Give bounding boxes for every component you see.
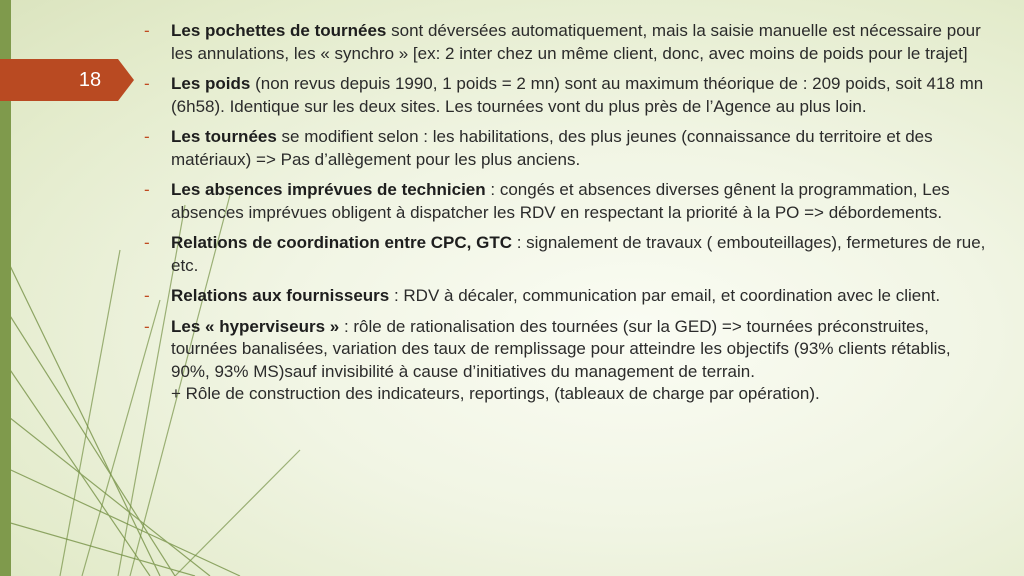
bullet-marker: - (144, 233, 150, 252)
bullet-extra-line: + Rôle de construction des indicateurs, reportings, (tableaux de charge par opération). (171, 384, 820, 403)
bullet-title: Les poids (171, 74, 251, 93)
bullet-title: Relations aux fournisseurs (171, 286, 390, 305)
bullet-marker: - (144, 316, 150, 336)
bullet-marker: - (144, 286, 150, 305)
bullet-item (144, 126, 992, 171)
bullet-item (144, 232, 992, 277)
bullet-text: (non revus depuis 1990, 1 poids = 2 mn) sont au maximum théorique de : 209 poids, soit 418 mn (6h58). Identique sur les deux sites. Les tournées vont du plus près de l’Agence au plus loin. (171, 74, 984, 116)
bullet-title: Les tournées (171, 127, 277, 146)
bullet-marker: - (144, 127, 150, 146)
bullet-item (144, 179, 992, 224)
bullet-text: : rôle de rationalisation des tournées (sur la GED) => tournées préconstruites, tournées banalisées, variation des taux de remplissage pour atteindre les objectifs (93% clients rétablis, 90%, 93% MS)sauf invisibilité à cause d’initiatives du management de terrain. (171, 316, 951, 381)
bullet-item (144, 20, 992, 65)
slide-number-tab (0, 59, 134, 101)
bullet-title: Relations de coordination entre CPC, GTC (171, 233, 512, 252)
bullet-text: : RDV à décaler, communication par email, et coordination avec le client. (389, 286, 941, 305)
bullet-list (144, 20, 992, 414)
bullet-title: Les « hyperviseurs » (171, 316, 340, 336)
bullet-text: sont déversées automatiquement, mais la saisie manuelle est nécessaire pour les annulations, les « synchro » [ex: 2 inter chez un même client, donc, avec moins de poids pour le trajet] (171, 21, 981, 63)
bullet-title: Les absences imprévues de technicien (171, 180, 486, 199)
bullet-marker: - (144, 74, 150, 93)
bullet-title: Les pochettes de tournées (171, 21, 387, 40)
bullet-item (144, 316, 992, 406)
slide-number: 18 (78, 69, 102, 91)
bullet-text: : signalement de travaux ( embouteillages), fermetures de rue, etc. (171, 233, 986, 275)
bullet-text: : congés et absences diverses gênent la programmation, Les absences imprévues obligent à dispatcher les RDV en respectant la priorité à la PO => débordements. (171, 180, 950, 222)
bullet-item (144, 285, 992, 308)
bullet-text: se modifient selon : les habilitations, des plus jeunes (connaissance du territoire et des matériaux) => Pas d’allègement pour les plus anciens. (171, 127, 933, 169)
bullet-marker: - (144, 21, 150, 40)
bullet-item (144, 73, 992, 118)
bullet-marker: - (144, 180, 150, 199)
